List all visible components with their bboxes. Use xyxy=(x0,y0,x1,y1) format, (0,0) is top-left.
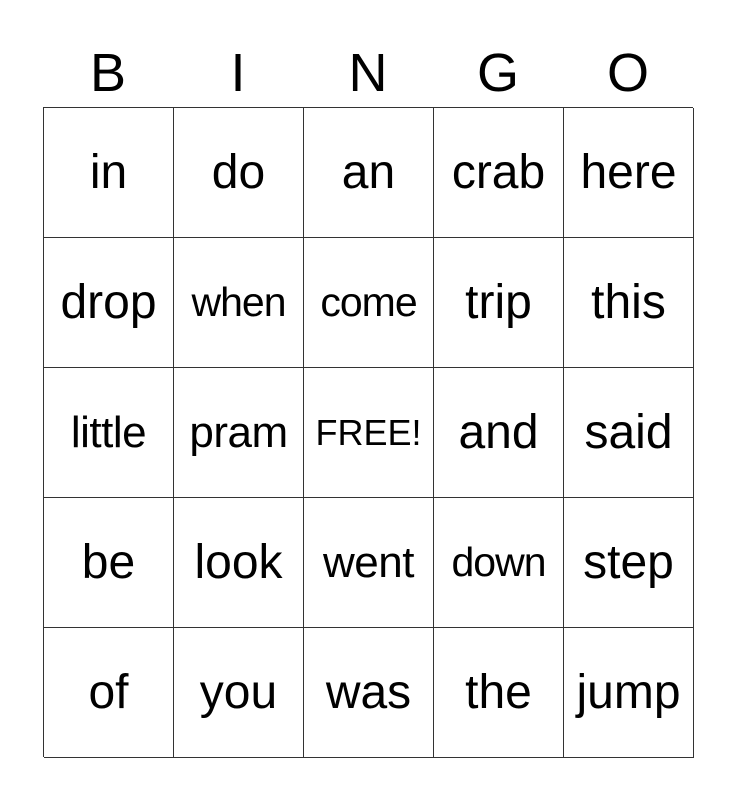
bingo-cell[interactable]: crab xyxy=(434,108,564,238)
bingo-cell[interactable]: when xyxy=(174,238,304,368)
header-letter-b: B xyxy=(89,43,127,103)
bingo-cell[interactable]: went xyxy=(304,498,434,628)
header-letter-n: N xyxy=(348,43,388,103)
bingo-cell[interactable]: trip xyxy=(434,238,564,368)
bingo-cell[interactable]: this xyxy=(564,238,694,368)
bingo-cell[interactable]: said xyxy=(564,368,694,498)
bingo-cell[interactable]: do xyxy=(174,108,304,238)
free-space-cell[interactable]: FREE! xyxy=(304,368,434,498)
bingo-cell[interactable]: look xyxy=(174,498,304,628)
bingo-cell[interactable]: drop xyxy=(44,238,174,368)
bingo-cell[interactable]: and xyxy=(434,368,564,498)
bingo-board xyxy=(43,107,693,757)
bingo-cell[interactable]: was xyxy=(304,628,434,758)
bingo-cell[interactable]: an xyxy=(304,108,434,238)
bingo-cell[interactable]: the xyxy=(434,628,564,758)
header-letter-i: I xyxy=(230,43,246,103)
bingo-cell[interactable]: jump xyxy=(564,628,694,758)
bingo-cell[interactable]: in xyxy=(44,108,174,238)
bingo-cell[interactable]: step xyxy=(564,498,694,628)
bingo-header xyxy=(43,40,693,106)
header-letter-g: G xyxy=(476,43,519,103)
bingo-cell[interactable]: pram xyxy=(174,368,304,498)
bingo-cell[interactable]: here xyxy=(564,108,694,238)
bingo-cell[interactable]: you xyxy=(174,628,304,758)
bingo-cell[interactable]: be xyxy=(44,498,174,628)
header-letter-o: O xyxy=(606,43,649,103)
bingo-cell[interactable]: come xyxy=(304,238,434,368)
bingo-cell[interactable]: little xyxy=(44,368,174,498)
bingo-cell[interactable]: down xyxy=(434,498,564,628)
bingo-cell[interactable]: of xyxy=(44,628,174,758)
